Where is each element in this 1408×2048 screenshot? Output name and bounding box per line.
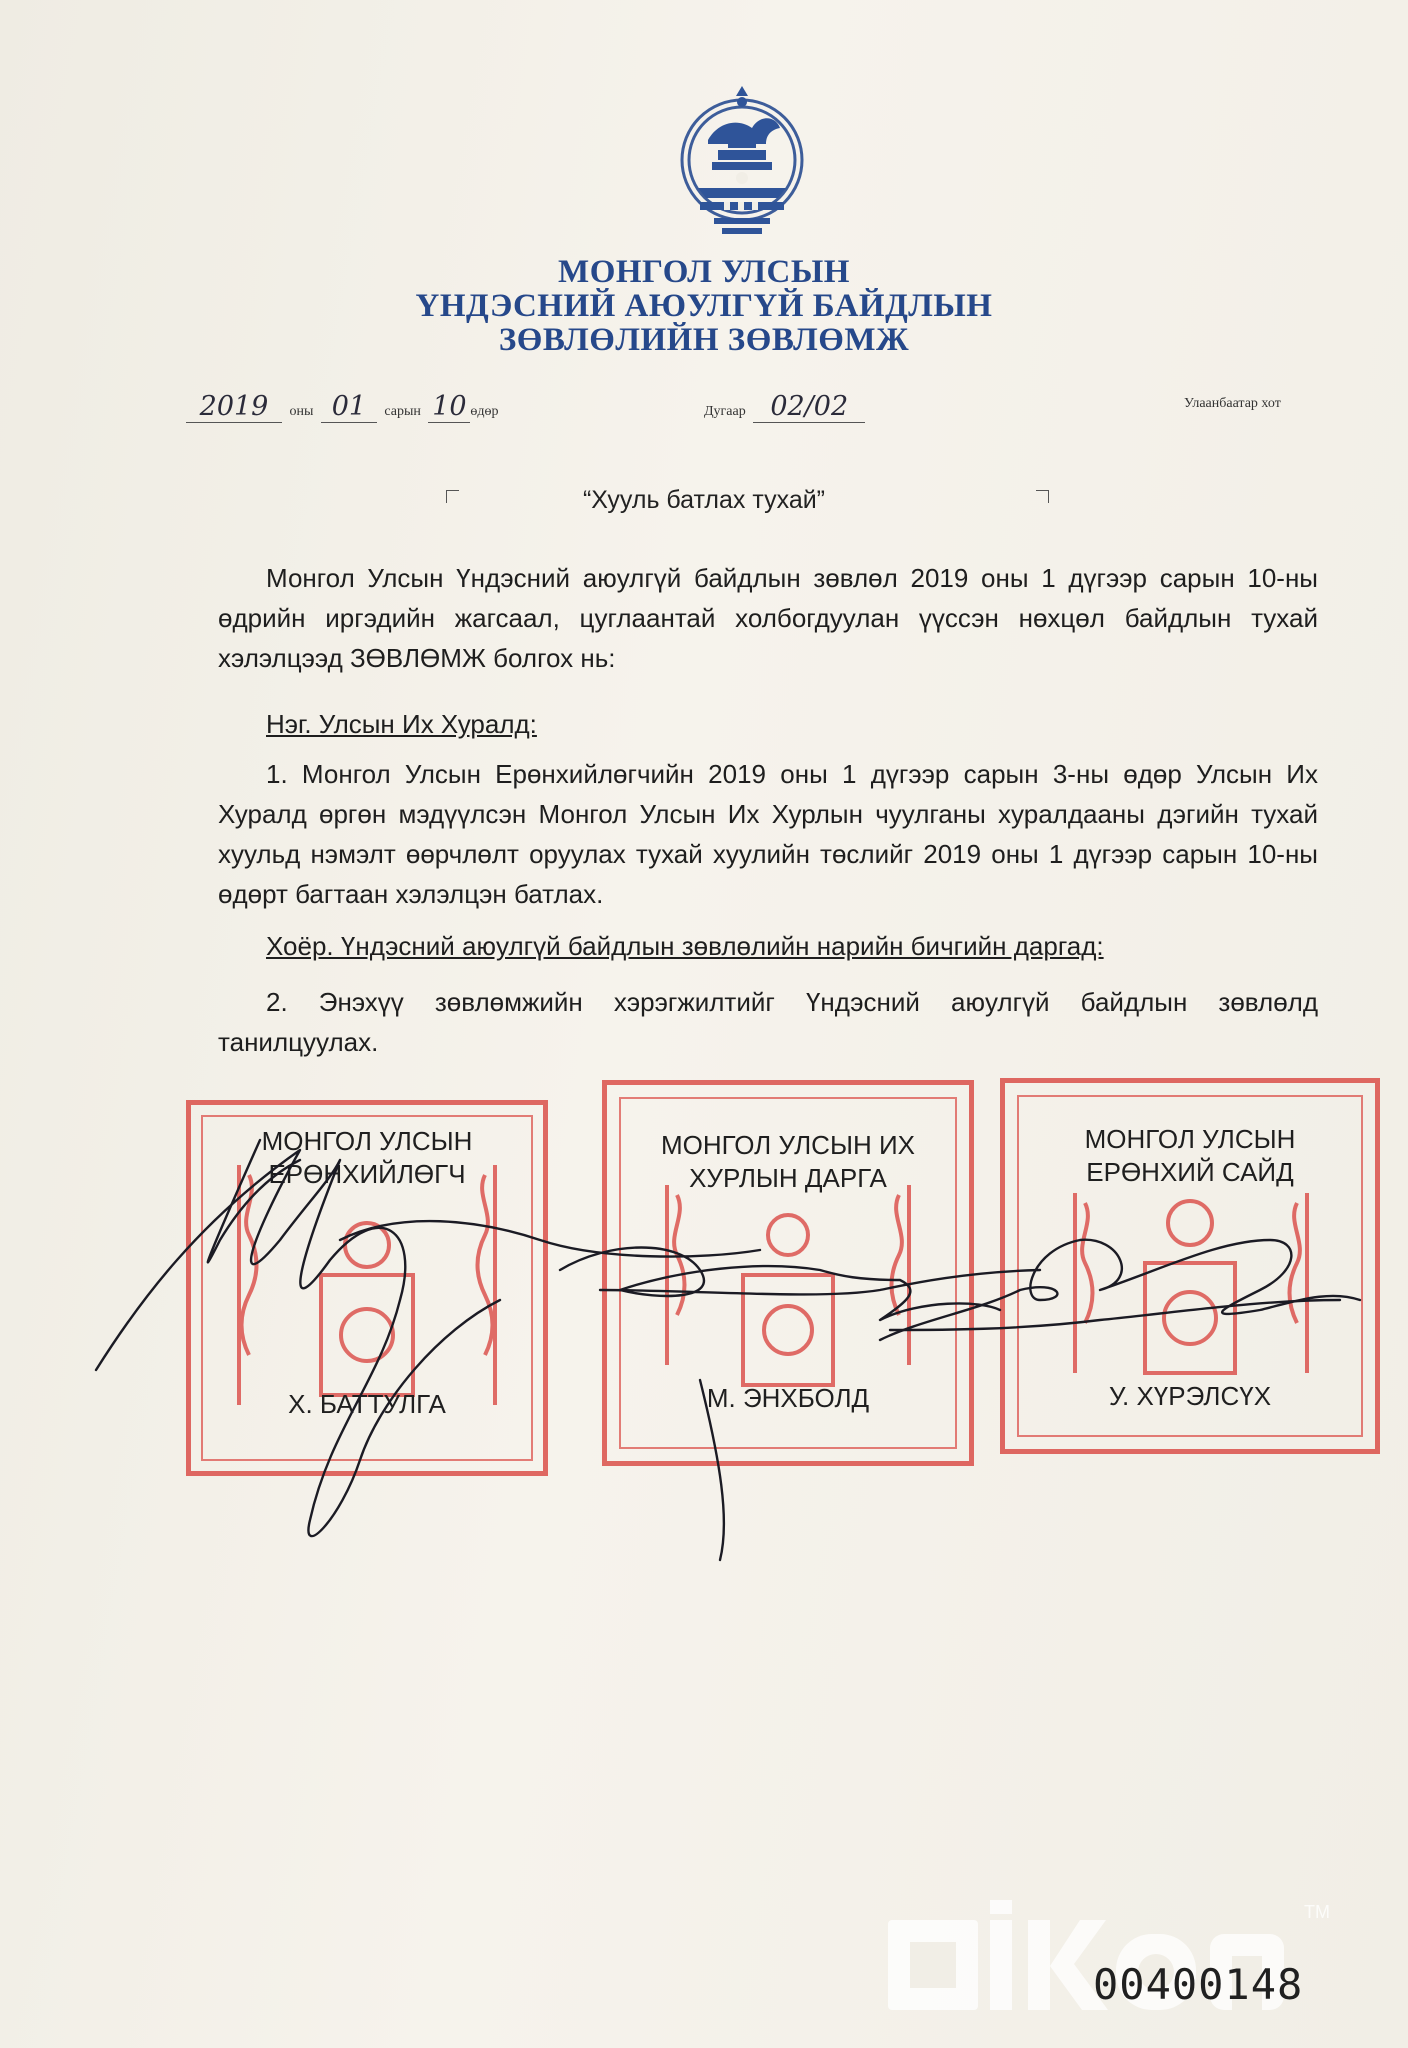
item-2-paragraph: 2. Энэхүү зөвлөмжийн хэрэгжилтийг Үндэсний аюулгүй байдлын зөвлөлд танилцуулах.: [218, 987, 1318, 1057]
item-1-paragraph: 1. Монгол Улсын Ерөнхийлөгчийн 2019 оны 1 дүгээр сарын 3-ны өдөр Улсын Их Хуралд өргөн мэдүүлсэн Монгол Улсын Их Хурлын чуулганы хуралдааны дэгийн тухай хуульд нэмэлт өөрчлөлт оруулах тухай хуулийн төслийг 2019 оны 1 дүгээр сарын 10-ны өдөрт багтаан хэлэлцэн батлах.: [218, 759, 1318, 909]
section-heading-1: Нэг. Улсын Их Хуралд:: [266, 709, 537, 739]
day-suffix: өдөр: [470, 404, 499, 419]
state-emblem-icon: [668, 78, 816, 250]
document-serial-number: 00400148: [1093, 1960, 1304, 2009]
date-month: 01: [321, 392, 377, 423]
date-field: [186, 392, 503, 426]
header-line-2: ҮНДЭСНИЙ АЮУЛГҮЙ БАЙДЛЫН: [415, 288, 993, 324]
date-year: 2019: [186, 392, 282, 423]
president-stamp: [186, 1100, 548, 1476]
prime-minister-stamp: [1000, 1078, 1380, 1454]
date-day: 10: [428, 392, 470, 423]
parliament-speaker-stamp: [602, 1080, 974, 1466]
pm-title-line-1: МОНГОЛ УЛСЫН: [1084, 1124, 1296, 1154]
watermark-tm: TM: [1304, 1902, 1330, 1922]
president-title-line-2: ЕРӨНХИЙЛӨГЧ: [268, 1159, 466, 1189]
section-heading-2: Хоёр. Үндэсний аюулгүй байдлын зөвлөлийн нарийн бичгийн даргад:: [266, 931, 1104, 961]
header-line-3: ЗӨВЛӨЛИЙН ЗӨВЛӨМЖ: [498, 322, 910, 358]
president-name: Х. БАТТУЛГА: [288, 1389, 446, 1419]
year-suffix: оны: [289, 404, 314, 419]
speaker-title-line-2: ХУРЛЫН ДАРГА: [689, 1163, 887, 1193]
pm-name: У. ХҮРЭЛСҮХ: [1108, 1381, 1272, 1411]
document-title: “Хууль батлах тухай”: [582, 486, 826, 514]
pm-title-line-2: ЕРӨНХИЙ САЙД: [1086, 1157, 1294, 1187]
intro-paragraph: Монгол Улсын Үндэсний аюулгүй байдлын зөвлөл 2019 оны 1 дүгээр сарын 10-ны өдрийн иргэдийн жагсаал, цуглаантай холбогдуулан үүссэн нөхцөл байдлын тухай хэлэлцээд ЗӨВЛӨМЖ болгох нь:: [218, 563, 1318, 673]
header-line-1: МОНГОЛ УЛСЫН: [558, 254, 850, 290]
month-suffix: сарын: [384, 404, 421, 419]
document-reg-number: 02/02: [753, 392, 865, 423]
speaker-title-line-1: МОНГОЛ УЛСЫН ИХ: [660, 1130, 916, 1160]
number-label: Дугаар: [704, 404, 746, 419]
speaker-name: М. ЭНХБОЛД: [706, 1383, 870, 1413]
president-title-line-1: МОНГОЛ УЛСЫН: [261, 1126, 473, 1156]
number-field: [700, 392, 865, 426]
place: Улаанбаатар хот: [1184, 396, 1281, 411]
